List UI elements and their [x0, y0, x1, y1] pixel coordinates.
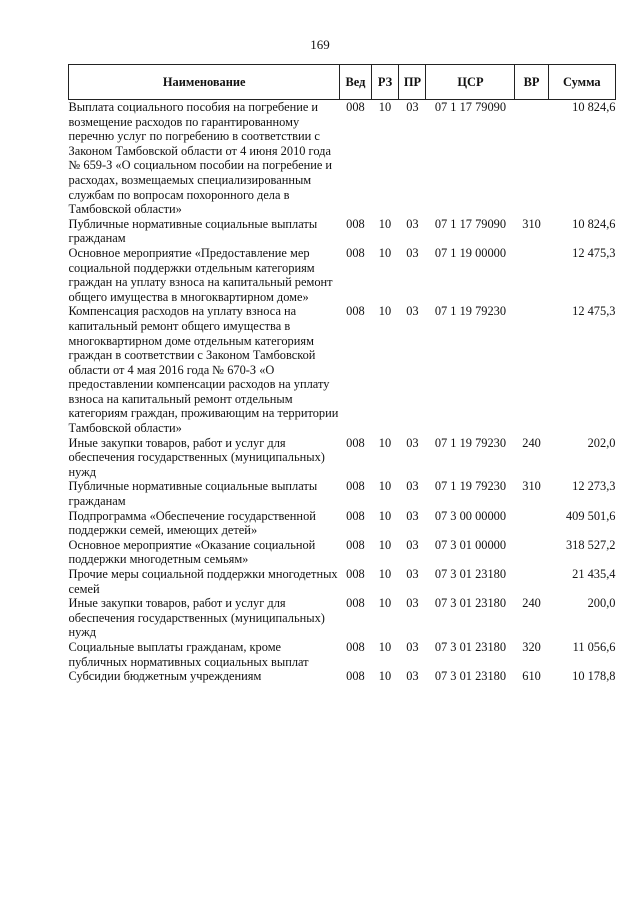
cell-name: Основное мероприятие «Предоставление мер социальной поддержки отдельным категориям граждан на уплату взноса на капитальный ремонт общего имущества в многоквартирном доме»: [68, 245, 333, 304]
cell-name: Иные закупки товаров, работ и услуг для обеспечения государственных (муниципальных) нужд: [68, 435, 325, 479]
cell-rz: 10: [378, 537, 392, 552]
cell-pr: 03: [406, 435, 419, 450]
cell-csr: 07 3 01 00000: [434, 537, 507, 552]
cell-csr: 07 1 17 79090: [434, 216, 507, 231]
cell-vr: [515, 100, 548, 217]
cell-ved: 008: [346, 508, 365, 523]
header-rz: РЗ: [371, 65, 399, 100]
table-row: [69, 669, 616, 684]
cell-pr: 03: [406, 216, 419, 231]
cell-pr: 03: [406, 639, 419, 654]
table-row: [69, 596, 616, 640]
cell-csr: 07 3 01 23180: [434, 669, 507, 684]
header-csr: ЦСР: [426, 65, 515, 100]
cell-name: Социальные выплаты гражданам, кроме публичных нормативных социальных выплат: [68, 639, 309, 669]
cell-rz: 10: [378, 596, 392, 611]
cell-name: Подпрограмма «Обеспечение государственной поддержки семей, имеющих детей»: [68, 508, 316, 538]
header-sum: Сумма: [548, 65, 615, 100]
cell-vr: [515, 509, 548, 538]
cell-rz: 10: [378, 304, 392, 319]
cell-pr: 03: [406, 508, 419, 523]
cell-pr: 03: [406, 537, 419, 552]
cell-name: Иные закупки товаров, работ и услуг для обеспечения государственных (муниципальных) нужд: [68, 596, 325, 640]
table-row: [69, 100, 616, 217]
header-vr: ВР: [515, 65, 548, 100]
cell-vr: 240: [522, 435, 541, 450]
cell-rz: 10: [378, 567, 392, 581]
page-number: 169: [310, 37, 330, 52]
cell-vr: 240: [522, 596, 541, 611]
cell-vr: 310: [522, 479, 541, 494]
cell-csr: 07 3 01 23180: [434, 596, 507, 611]
cell-ved: 008: [346, 479, 365, 494]
cell-name: Публичные нормативные социальные выплаты гражданам: [68, 479, 318, 509]
cell-sum: 10 824,6: [572, 216, 616, 231]
table-row: [69, 246, 616, 304]
cell-csr: 07 1 19 79230: [434, 435, 507, 450]
cell-name: Компенсация расходов на уплату взноса на капитальный ремонт общего имущества в многоквартирном доме отдельным категориям граждан в соответствии с Законом Тамбовской области от 4 мая 2016 года № 670-З «О предоставлении компенсации расходов на уплату взноса на капитальный ремонт отдельным категориям граждан, проживающим на территории Тамбовской области»: [68, 304, 339, 436]
cell-pr: 03: [406, 304, 419, 319]
table-row: [69, 436, 616, 480]
cell-pr: 03: [406, 567, 419, 581]
table-row: [69, 304, 616, 435]
cell-ved: 008: [346, 435, 365, 450]
cell-ved: 008: [346, 245, 365, 260]
cell-sum: 21 435,4: [572, 567, 616, 581]
cell-rz: 10: [378, 435, 392, 450]
cell-rz: 10: [378, 508, 392, 523]
cell-vr: 610: [522, 669, 541, 684]
cell-name: Субсидии бюджетным учреждениям: [68, 669, 262, 684]
cell-sum: 10 178,8: [572, 669, 616, 684]
cell-sum: 12 475,3: [572, 304, 616, 319]
cell-sum: 12 475,3: [572, 245, 616, 260]
cell-sum: 318 527,2: [565, 537, 616, 552]
cell-rz: 10: [378, 479, 392, 494]
cell-rz: 10: [378, 639, 392, 654]
table-row: [69, 538, 616, 567]
cell-pr: 03: [406, 596, 419, 611]
cell-csr: 07 3 00 00000: [434, 508, 507, 523]
cell-csr: 07 3 01 23180: [434, 639, 507, 654]
cell-name: Основное мероприятие «Оказание социальной поддержки многодетным семьям»: [68, 537, 316, 567]
cell-sum: 11 056,6: [572, 639, 616, 654]
cell-vr: [515, 538, 548, 567]
cell-vr: 310: [522, 216, 541, 231]
header-name: Наименование: [69, 65, 340, 100]
cell-ved: 008: [346, 537, 365, 552]
cell-ved: 008: [346, 669, 365, 684]
cell-vr: [515, 246, 548, 304]
cell-ved: 008: [346, 216, 365, 231]
cell-vr: 320: [522, 639, 541, 654]
cell-pr: 03: [406, 479, 419, 494]
cell-vr: [515, 304, 548, 435]
header-ved: Вед: [340, 65, 371, 100]
table-row: [69, 479, 616, 508]
cell-ved: 008: [346, 100, 365, 114]
cell-csr: 07 1 19 00000: [434, 245, 507, 260]
cell-pr: 03: [406, 245, 419, 260]
cell-ved: 008: [346, 596, 365, 611]
cell-sum: 409 501,6: [565, 508, 616, 523]
cell-name: Публичные нормативные социальные выплаты гражданам: [68, 216, 318, 246]
cell-rz: 10: [378, 100, 392, 114]
table-row: [69, 640, 616, 669]
cell-vr: [515, 567, 548, 596]
table-row: [69, 217, 616, 246]
cell-sum: 200,0: [587, 596, 616, 611]
cell-ved: 008: [346, 639, 365, 654]
cell-pr: 03: [406, 669, 419, 684]
cell-pr: 03: [406, 100, 419, 114]
cell-rz: 10: [378, 245, 392, 260]
cell-sum: 12 273,3: [572, 479, 616, 494]
cell-csr: 07 3 01 23180: [434, 567, 507, 581]
header-pr: ПР: [399, 65, 426, 100]
cell-ved: 008: [346, 304, 365, 319]
budget-table: [68, 64, 616, 684]
cell-name: Прочие меры социальной поддержки многодетных семей: [68, 567, 338, 596]
cell-ved: 008: [346, 567, 365, 581]
cell-rz: 10: [378, 216, 392, 231]
cell-sum: 10 824,6: [572, 100, 616, 114]
cell-csr: 07 1 17 79090: [434, 100, 507, 114]
table-row: [69, 509, 616, 538]
cell-sum: 202,0: [587, 435, 616, 450]
table-row: [69, 567, 616, 596]
cell-csr: 07 1 19 79230: [434, 304, 507, 319]
cell-name: Выплата социального пособия на погребение и возмещение расходов по гарантированному перечню услуг по погребению в соответствии с Законом Тамбовской области от 4 июня 2010 года № 659-З «О социальном пособии на погребение и расходах, возмещаемых специализированным службам по вопросам похоронного дела в Тамбовской области»: [68, 100, 333, 217]
cell-rz: 10: [378, 669, 392, 684]
table-body: [69, 100, 616, 684]
cell-csr: 07 1 19 79230: [434, 479, 507, 494]
table-header-row: [69, 65, 616, 100]
